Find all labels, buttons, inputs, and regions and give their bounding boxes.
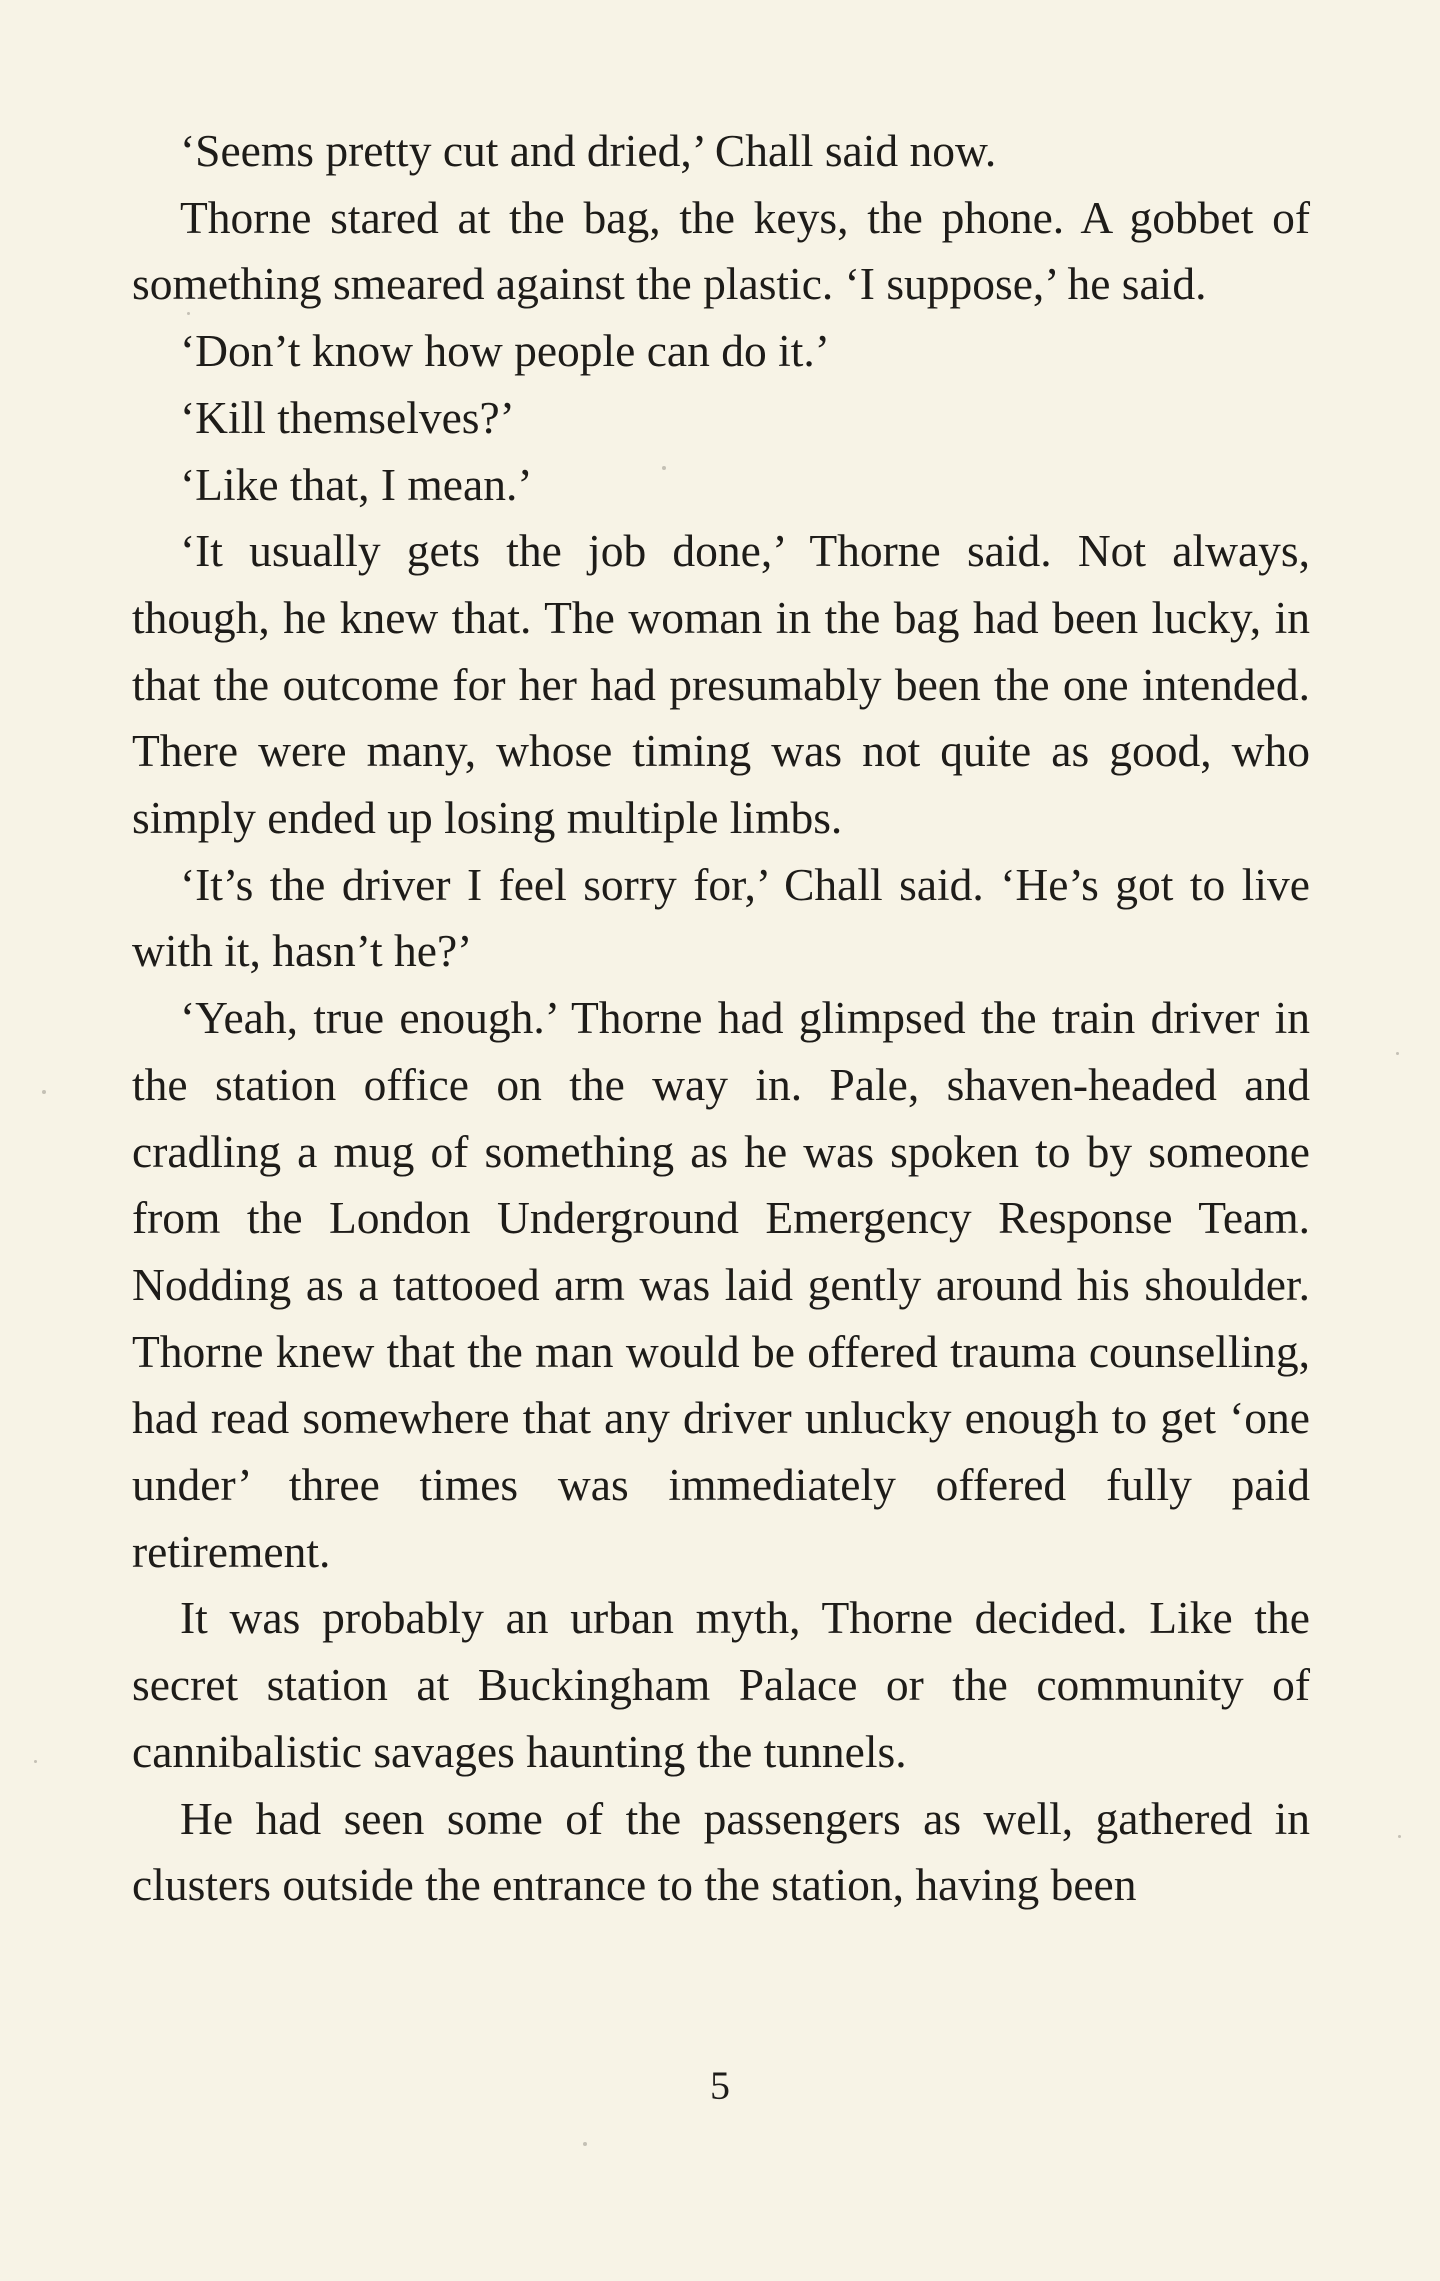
paper-speck (1396, 1052, 1399, 1055)
paragraph: ‘It’s the driver I feel sorry for,’ Chall said. ‘He’s got to live with it, hasn’t he?’ (132, 858, 1310, 977)
paragraph: ‘Kill themselves?’ (180, 391, 515, 443)
paragraph: Thorne stared at the bag, the keys, the phone. A gobbet of something smeared against the plastic. ‘I suppose,’ he said. (132, 191, 1310, 310)
paper-speck (34, 1760, 37, 1763)
paragraph: ‘It usually gets the job done,’ Thorne said. Not always, though, he knew that. The woman in the bag had been lucky, in that the outcome for her had presumably been the one intended. There were many, whose timing was not quite as good, who simply ended up losing multiple limbs. (132, 525, 1310, 844)
paper-speck (42, 1090, 46, 1094)
page-number: 5 (710, 2063, 730, 2108)
paper-speck (662, 466, 666, 470)
paper-speck (583, 2142, 587, 2146)
paragraph: ‘Seems pretty cut and dried,’ Chall said now. (180, 125, 997, 176)
paragraph: ‘Like that, I mean.’ (180, 458, 533, 510)
paragraph: He had seen some of the passengers as well, gathered in clusters outside the entrance to the station, having been (132, 1792, 1310, 1911)
paragraph: It was probably an urban myth, Thorne decided. Like the secret station at Buckingham Palace or the community of cannibalistic savages haunting the tunnels. (132, 1592, 1310, 1777)
paragraph: ‘Yeah, true enough.’ Thorne had glimpsed the train driver in the station office on the way in. Pale, shaven-headed and cradling a mug of something as he was spoken to by someone from the London Underground Emergency Response Team. Nodding as a tattooed arm was laid gently around his shoulder. Thorne knew that the man would be offered trauma counselling, had read somewhere that any driver unlucky enough to get ‘one under’ three times was immediately offered fully paid retirement. (132, 992, 1310, 1577)
paper-speck (1398, 1835, 1401, 1838)
body-text (132, 118, 1310, 1919)
paragraph: ‘Don’t know how people can do it.’ (180, 325, 830, 377)
paper-speck (187, 312, 190, 315)
